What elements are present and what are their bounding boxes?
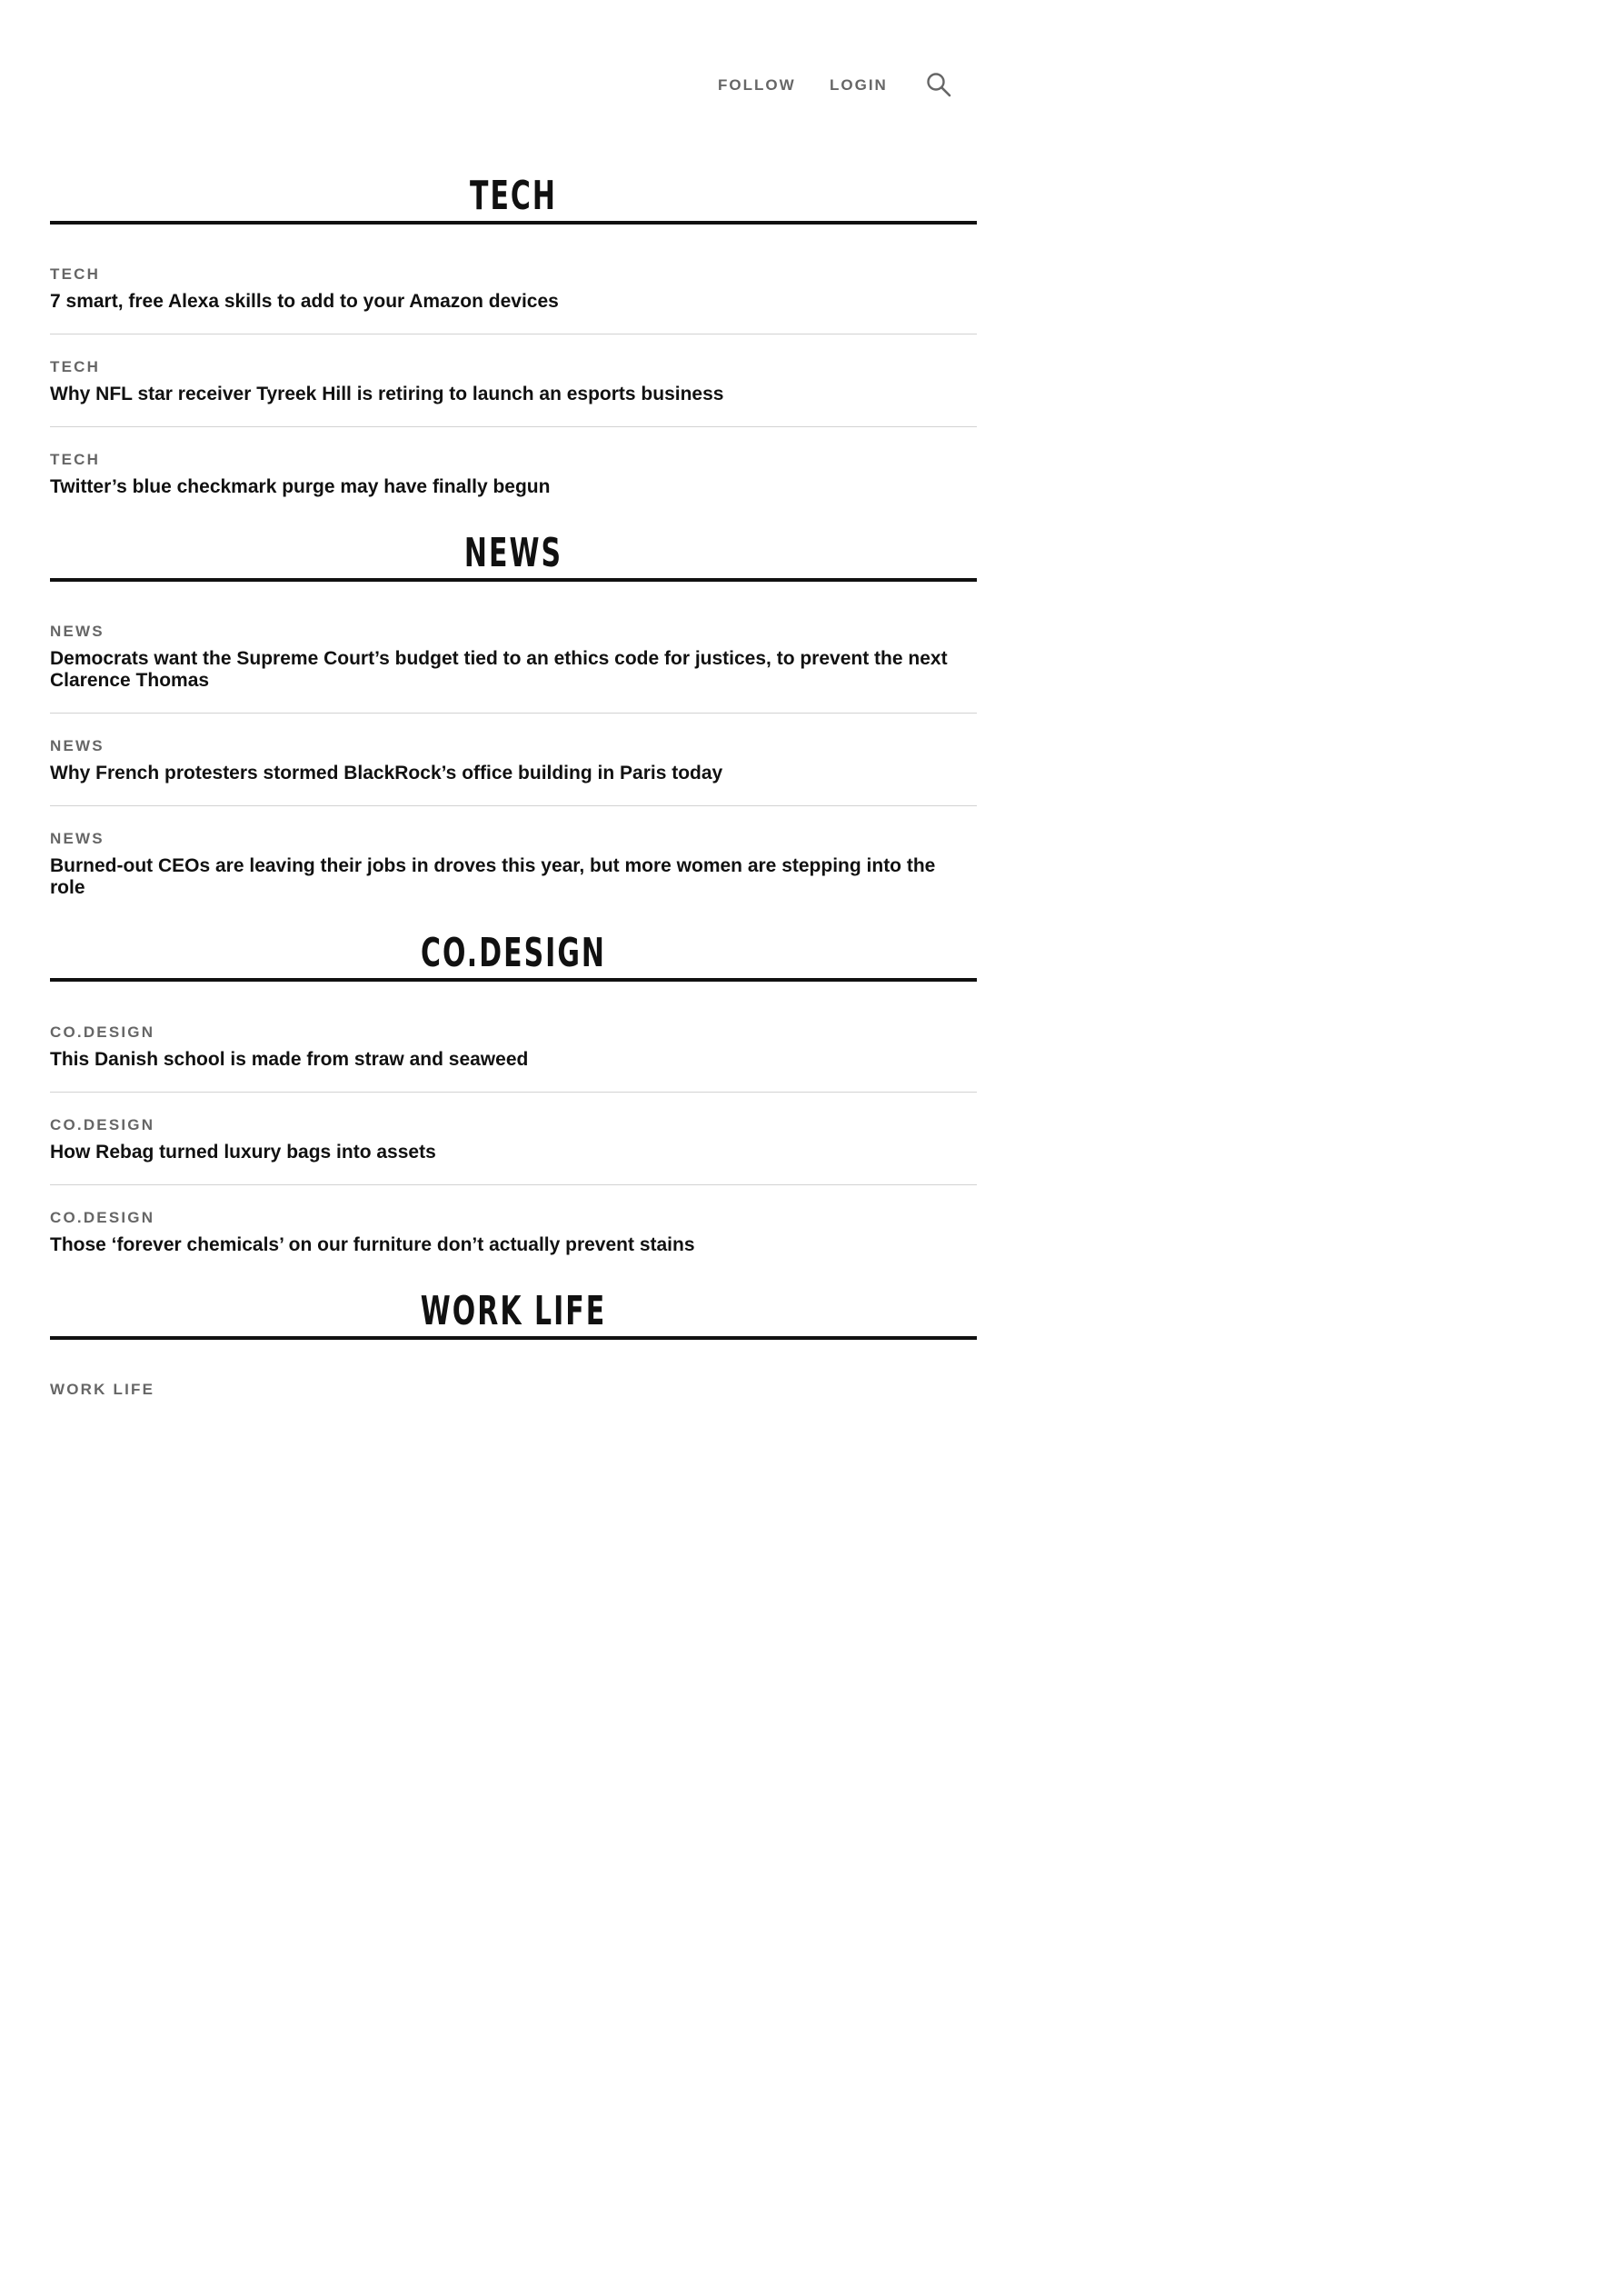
article-divider <box>50 805 977 806</box>
article-headline[interactable]: Why French protesters stormed BlackRock’s office building in Paris today <box>50 763 723 784</box>
section-title-codesign[interactable]: CO.DESIGN <box>420 930 607 976</box>
article-divider <box>50 1092 977 1093</box>
section-title-tech[interactable]: TECH <box>469 173 558 219</box>
section-rule <box>50 978 977 982</box>
article-headline[interactable]: Democrats want the Supreme Court’s budget tied to an ethics code for justices, to prevent the next Clarence Thomas <box>50 648 948 691</box>
section-title-news[interactable]: NEWS <box>463 530 563 576</box>
section-title-work-life[interactable]: WORK LIFE <box>420 1288 607 1334</box>
article-divider <box>50 426 977 427</box>
article-divider <box>50 1184 977 1185</box>
article-category[interactable]: NEWS <box>50 623 104 640</box>
article-headline[interactable]: Twitter’s blue checkmark purge may have finally begun <box>50 476 551 497</box>
follow-link[interactable]: FOLLOW <box>718 76 796 94</box>
article-headline[interactable]: 7 smart, free Alexa skills to add to your Amazon devices <box>50 291 559 312</box>
article-headline[interactable]: How Rebag turned luxury bags into assets <box>50 1142 436 1163</box>
section-rule <box>50 1336 977 1340</box>
article-headline[interactable]: Why NFL star receiver Tyreek Hill is retiring to launch an esports business <box>50 384 724 404</box>
section-rule <box>50 578 977 582</box>
article-headline[interactable]: This Danish school is made from straw and seaweed <box>50 1049 529 1070</box>
search-button[interactable] <box>925 71 952 98</box>
article-category[interactable]: TECH <box>50 451 101 468</box>
article-category[interactable]: TECH <box>50 265 101 283</box>
article-category[interactable]: NEWS <box>50 830 104 847</box>
article-category[interactable]: CO.DESIGN <box>50 1023 155 1041</box>
login-link[interactable]: LOGIN <box>830 76 888 94</box>
search-icon <box>925 71 952 98</box>
article-category[interactable]: CO.DESIGN <box>50 1209 155 1226</box>
article-category[interactable]: NEWS <box>50 737 104 754</box>
article-category[interactable]: WORK LIFE <box>50 1381 155 1398</box>
article-category[interactable]: TECH <box>50 358 101 375</box>
top-bar <box>0 0 1022 127</box>
article-headline[interactable]: Burned-out CEOs are leaving their jobs in droves this year, but more women are stepping into the role <box>50 855 936 898</box>
article-category[interactable]: CO.DESIGN <box>50 1116 155 1133</box>
article-divider <box>50 713 977 714</box>
article-headline[interactable]: Those ‘forever chemicals’ on our furniture don’t actually prevent stains <box>50 1234 695 1255</box>
section-rule <box>50 221 977 225</box>
